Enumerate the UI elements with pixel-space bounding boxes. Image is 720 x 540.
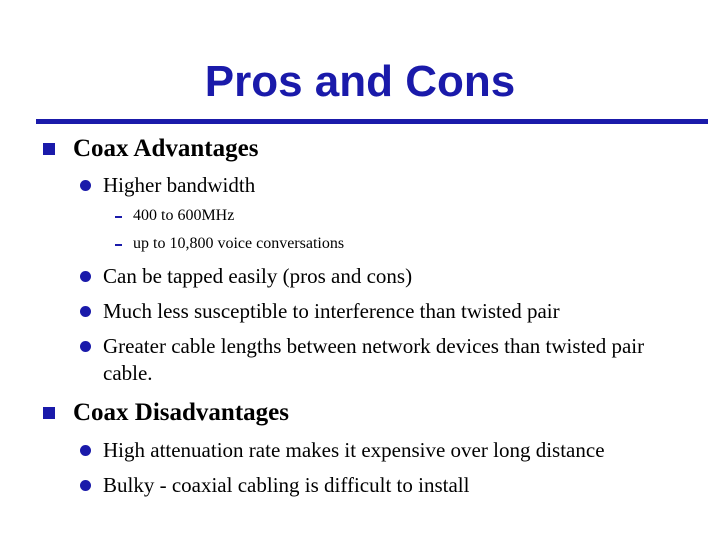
list-item-text: Can be tapped easily (pros and cons): [103, 264, 413, 288]
list-item-text: Bulky - coaxial cabling is difficult to install: [103, 473, 470, 497]
round-bullet-icon: [80, 180, 91, 191]
sub-list-item-text: up to 10,800 voice conversations: [133, 235, 345, 252]
title-divider: [36, 119, 708, 124]
section-heading-label: Coax Disadvantages: [73, 399, 289, 426]
list-item-text: High attenuation rate makes it expensive over long distance: [103, 438, 605, 462]
sub-list-item-text: 400 to 600MHz: [133, 207, 235, 224]
slide-title: Pros and Cons: [204, 57, 516, 106]
square-bullet-icon: [43, 143, 55, 155]
round-bullet-icon: [80, 480, 91, 491]
round-bullet-icon: [80, 306, 91, 317]
list-item-text: Higher bandwidth: [103, 173, 256, 197]
section-heading-label: Coax Advantages: [73, 135, 259, 162]
round-bullet-icon: [80, 445, 91, 456]
round-bullet-icon: [80, 271, 91, 282]
list-item-text: Much less susceptible to interference than twisted pair: [103, 299, 560, 323]
dash-bullet-icon: [115, 216, 122, 218]
square-bullet-icon: [43, 407, 55, 419]
dash-bullet-icon: [115, 244, 122, 246]
list-item-text: Greater cable lengths between network devices than twisted pair cable.: [103, 334, 645, 385]
round-bullet-icon: [80, 341, 91, 352]
